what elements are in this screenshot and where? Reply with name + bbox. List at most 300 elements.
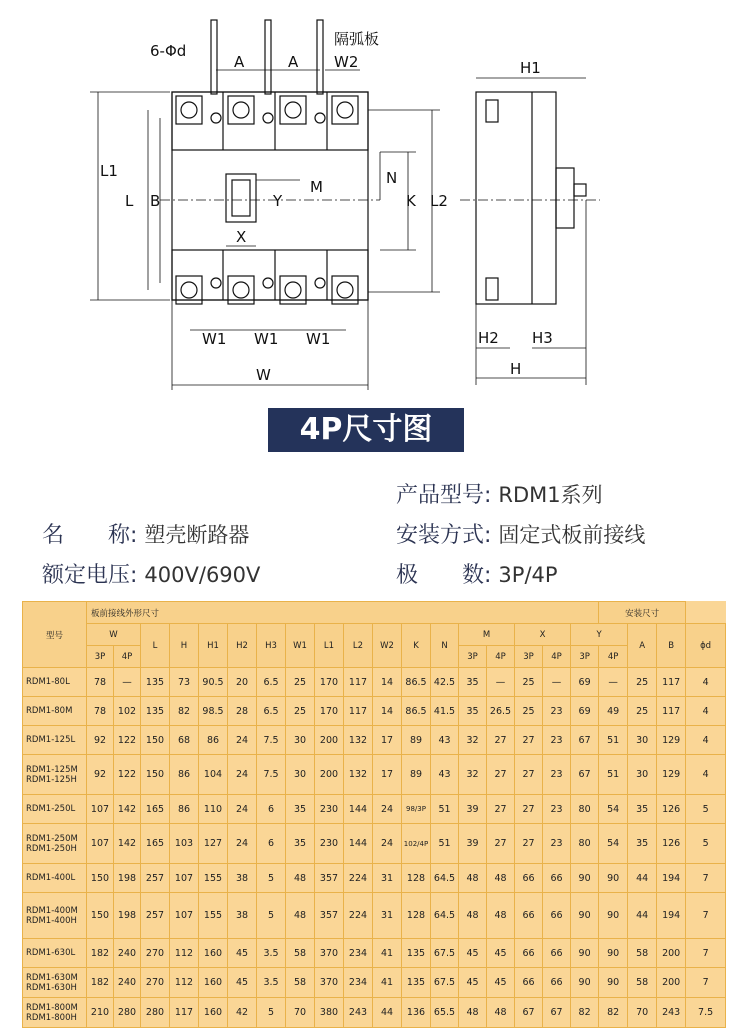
value-cell: — <box>599 668 628 697</box>
value-cell: 280 <box>141 998 170 1028</box>
value-cell: 39 <box>459 824 487 864</box>
value-cell: 117 <box>657 697 686 726</box>
table-row <box>23 968 726 998</box>
value-cell: 102/4P <box>402 824 431 864</box>
label-arc-plate: 隔弧板 <box>334 30 380 48</box>
value-cell: 27 <box>487 824 515 864</box>
value-cell: 27 <box>487 755 515 795</box>
value-cell: 102 <box>114 697 141 726</box>
value-cell: 150 <box>87 864 114 893</box>
value-cell: 142 <box>114 824 141 864</box>
value-cell: 27 <box>515 726 543 755</box>
value-cell: 78 <box>87 668 114 697</box>
value-cell: 129 <box>657 755 686 795</box>
value-cell: 5 <box>257 893 286 939</box>
value-cell: 160 <box>199 968 228 998</box>
value-cell: 5 <box>686 795 726 824</box>
value-cell: 86 <box>199 726 228 755</box>
value-cell: 112 <box>170 968 199 998</box>
value-cell: 38 <box>228 893 257 939</box>
value-cell: 89 <box>402 726 431 755</box>
value-cell: 49 <box>599 697 628 726</box>
value-cell: 89 <box>402 755 431 795</box>
value-cell: 107 <box>87 795 114 824</box>
value-cell: 200 <box>657 939 686 968</box>
value-cell: 58 <box>628 968 657 998</box>
value-cell: 67 <box>571 755 599 795</box>
value-cell: 7 <box>686 968 726 998</box>
value-cell: 170 <box>315 697 344 726</box>
value-cell: 43 <box>431 726 459 755</box>
value-cell: 67 <box>543 998 571 1028</box>
value-cell: 280 <box>114 998 141 1028</box>
value-cell: 48 <box>459 998 487 1028</box>
value-cell: 92 <box>87 726 114 755</box>
value-cell: 58 <box>628 939 657 968</box>
model-name: RDM1-250L <box>26 804 76 814</box>
value-cell: 35 <box>459 697 487 726</box>
value-cell: 90 <box>599 968 628 998</box>
value-cell: 24 <box>228 824 257 864</box>
value-cell: 27 <box>487 726 515 755</box>
value-cell: 35 <box>628 795 657 824</box>
model-name: RDM1-800M <box>26 1002 78 1013</box>
value-cell: 198 <box>114 864 141 893</box>
value-cell: 117 <box>657 668 686 697</box>
value-cell: 7 <box>686 939 726 968</box>
value-cell: 257 <box>141 893 170 939</box>
value-cell: 5 <box>686 824 726 864</box>
value-cell: 42 <box>228 998 257 1028</box>
label-A-2: A <box>288 53 299 71</box>
value-cell: 24 <box>228 755 257 795</box>
value-cell: 135 <box>141 697 170 726</box>
model-name: RDM1-400M <box>26 905 78 916</box>
model-name: RDM1-630H <box>26 982 77 993</box>
value-cell: 357 <box>315 864 344 893</box>
label-H2: H2 <box>478 329 499 347</box>
header-K: K <box>402 624 431 668</box>
value-cell: 170 <box>315 668 344 697</box>
value-cell: 30 <box>628 755 657 795</box>
model-name: RDM1-80M <box>26 706 73 716</box>
value-cell: 132 <box>344 726 373 755</box>
value-cell: 5 <box>257 864 286 893</box>
table-row <box>23 795 726 824</box>
value-cell: 127 <box>199 824 228 864</box>
value-cell: 27 <box>487 795 515 824</box>
value-cell: 82 <box>599 998 628 1028</box>
value-cell: 25 <box>286 668 315 697</box>
header-X: X <box>515 624 571 646</box>
value-cell: 27 <box>515 824 543 864</box>
value-cell: 7 <box>686 864 726 893</box>
value-cell: 69 <box>571 668 599 697</box>
value-cell: 86.5 <box>402 668 431 697</box>
table-row <box>23 824 726 864</box>
model-cell <box>23 697 87 726</box>
value-cell: 194 <box>657 864 686 893</box>
label-W2: W2 <box>334 53 359 71</box>
value-cell: 90 <box>571 864 599 893</box>
label-H1: H1 <box>520 59 541 77</box>
value-cell: 150 <box>141 755 170 795</box>
table-row <box>23 893 726 939</box>
value-cell: 92 <box>87 755 114 795</box>
value-cell: 117 <box>170 998 199 1028</box>
value-cell: 6.5 <box>257 697 286 726</box>
value-cell: 48 <box>487 998 515 1028</box>
dimension-table <box>22 601 726 1028</box>
value-cell: 20 <box>228 668 257 697</box>
value-cell: 44 <box>373 998 402 1028</box>
value-cell: 70 <box>628 998 657 1028</box>
value-cell: 30 <box>286 726 315 755</box>
value-cell: 165 <box>141 824 170 864</box>
value-cell: 51 <box>599 726 628 755</box>
model-name: RDM1-800H <box>26 1012 77 1023</box>
value-cell: 48 <box>459 893 487 939</box>
header-X-4P: 4P <box>543 646 571 668</box>
value-cell: 243 <box>344 998 373 1028</box>
value-cell: 25 <box>628 697 657 726</box>
value-cell: 7.5 <box>257 755 286 795</box>
value-cell: 4 <box>686 755 726 795</box>
value-cell: 122 <box>114 726 141 755</box>
value-cell: 135 <box>402 939 431 968</box>
value-cell: 51 <box>431 795 459 824</box>
value-cell: 23 <box>543 755 571 795</box>
value-cell: 90 <box>571 968 599 998</box>
table-row <box>23 697 726 726</box>
spec-name-value: 塑壳断路器 <box>144 523 250 547</box>
value-cell: 82 <box>571 998 599 1028</box>
label-L1: L1 <box>100 162 118 180</box>
value-cell: 41 <box>373 939 402 968</box>
value-cell: 136 <box>402 998 431 1028</box>
header-phid: ϕd <box>686 624 726 668</box>
value-cell: 66 <box>543 968 571 998</box>
value-cell: 23 <box>543 697 571 726</box>
model-cell <box>23 668 87 697</box>
value-cell: 243 <box>657 998 686 1028</box>
spec-poles-value: 3P/4P <box>498 563 558 587</box>
value-cell: 14 <box>373 668 402 697</box>
value-cell: 32 <box>459 726 487 755</box>
value-cell: 90 <box>599 893 628 939</box>
value-cell: — <box>543 668 571 697</box>
value-cell: 23 <box>543 726 571 755</box>
value-cell: 24 <box>373 824 402 864</box>
value-cell: 129 <box>657 726 686 755</box>
breaker-body-side <box>476 92 556 304</box>
value-cell: 43 <box>431 755 459 795</box>
value-cell: 48 <box>487 893 515 939</box>
value-cell: 107 <box>87 824 114 864</box>
model-cell <box>23 755 87 795</box>
value-cell: 67 <box>571 726 599 755</box>
header-W-4P: 4P <box>114 646 141 668</box>
header-W1: W1 <box>286 624 315 668</box>
value-cell: 165 <box>141 795 170 824</box>
model-name: RDM1-125M <box>26 764 78 775</box>
value-cell: 7 <box>686 893 726 939</box>
spec-poles-label: 极 数: <box>396 563 492 588</box>
spec-poles <box>396 558 558 589</box>
value-cell: 142 <box>114 795 141 824</box>
value-cell: 103 <box>170 824 199 864</box>
value-cell: 86.5 <box>402 697 431 726</box>
table-body <box>23 668 726 1028</box>
value-cell: 45 <box>459 968 487 998</box>
value-cell: 44 <box>628 864 657 893</box>
header-Y: Y <box>571 624 628 646</box>
value-cell: 45 <box>487 968 515 998</box>
spec-voltage <box>42 558 260 589</box>
value-cell: 73 <box>170 668 199 697</box>
value-cell: 200 <box>315 755 344 795</box>
value-cell: 25 <box>515 697 543 726</box>
value-cell: 48 <box>459 864 487 893</box>
value-cell: 54 <box>599 824 628 864</box>
header-M: M <box>459 624 515 646</box>
header-L2: L2 <box>344 624 373 668</box>
table-row <box>23 864 726 893</box>
value-cell: 64.5 <box>431 893 459 939</box>
value-cell: 126 <box>657 824 686 864</box>
value-cell: 38 <box>228 864 257 893</box>
header-Y-3P: 3P <box>571 646 599 668</box>
value-cell: 24 <box>228 726 257 755</box>
value-cell: 27 <box>515 795 543 824</box>
value-cell: 210 <box>87 998 114 1028</box>
model-name: RDM1-630M <box>26 972 78 983</box>
model-cell <box>23 939 87 968</box>
value-cell: 69 <box>571 697 599 726</box>
value-cell: 51 <box>431 824 459 864</box>
model-cell <box>23 824 87 864</box>
value-cell: 117 <box>344 668 373 697</box>
value-cell: 98/3P <box>402 795 431 824</box>
value-cell: 160 <box>199 998 228 1028</box>
value-cell: 41 <box>373 968 402 998</box>
header-outline: 板前接线外形尺寸 <box>87 602 599 624</box>
label-Y: Y <box>273 192 283 210</box>
value-cell: 14 <box>373 697 402 726</box>
page-title: 4P尺寸图 <box>268 408 464 452</box>
value-cell: 23 <box>543 824 571 864</box>
value-cell: 90 <box>571 893 599 939</box>
value-cell: 17 <box>373 726 402 755</box>
header-H3: H3 <box>257 624 286 668</box>
label-L: L <box>125 192 134 210</box>
label-H: H <box>510 360 522 378</box>
value-cell: 107 <box>170 864 199 893</box>
header-install: 安装尺寸 <box>599 602 686 624</box>
value-cell: 224 <box>344 864 373 893</box>
spec-voltage-value: 400V/690V <box>144 563 261 587</box>
value-cell: 30 <box>628 726 657 755</box>
value-cell: 128 <box>402 893 431 939</box>
value-cell: 357 <box>315 893 344 939</box>
table-row <box>23 755 726 795</box>
value-cell: 25 <box>286 697 315 726</box>
model-name: RDM1-250H <box>26 843 77 854</box>
model-name: RDM1-125L <box>26 735 76 745</box>
value-cell: 58 <box>286 968 315 998</box>
value-cell: 68 <box>170 726 199 755</box>
table-row <box>23 668 726 697</box>
value-cell: 42.5 <box>431 668 459 697</box>
value-cell: 90 <box>571 939 599 968</box>
value-cell: 122 <box>114 755 141 795</box>
value-cell: 224 <box>344 893 373 939</box>
value-cell: 4 <box>686 726 726 755</box>
value-cell: 80 <box>571 795 599 824</box>
value-cell: 48 <box>286 893 315 939</box>
value-cell: 66 <box>543 864 571 893</box>
value-cell: 200 <box>657 968 686 998</box>
dimension-drawing <box>0 0 750 400</box>
value-cell: 66 <box>515 864 543 893</box>
value-cell: 230 <box>315 824 344 864</box>
value-cell: 64.5 <box>431 864 459 893</box>
header-L: L <box>141 624 170 668</box>
header-W2: W2 <box>373 624 402 668</box>
value-cell: 90 <box>599 864 628 893</box>
value-cell: 45 <box>487 939 515 968</box>
label-X: X <box>236 228 247 246</box>
model-cell <box>23 795 87 824</box>
value-cell: 240 <box>114 968 141 998</box>
model-name: RDM1-80L <box>26 677 70 687</box>
value-cell: 6 <box>257 824 286 864</box>
value-cell: 182 <box>87 968 114 998</box>
breaker-handle <box>226 174 256 222</box>
spec-model-label: 产品型号: <box>396 483 492 508</box>
value-cell: 70 <box>286 998 315 1028</box>
value-cell: 45 <box>228 968 257 998</box>
header-W: W <box>87 624 141 646</box>
value-cell: 198 <box>114 893 141 939</box>
value-cell: 380 <box>315 998 344 1028</box>
value-cell: 135 <box>141 668 170 697</box>
header-H: H <box>170 624 199 668</box>
spec-model-value: RDM1系列 <box>498 483 603 507</box>
value-cell: 17 <box>373 755 402 795</box>
value-cell: 35 <box>286 824 315 864</box>
value-cell: 24 <box>228 795 257 824</box>
value-cell: 66 <box>543 893 571 939</box>
header-X-3P: 3P <box>515 646 543 668</box>
spec-model <box>396 478 603 509</box>
value-cell: 32 <box>459 755 487 795</box>
value-cell: 66 <box>515 968 543 998</box>
value-cell: 80 <box>571 824 599 864</box>
value-cell: 44 <box>628 893 657 939</box>
value-cell: 230 <box>315 795 344 824</box>
spec-name <box>42 518 249 549</box>
label-M: M <box>310 178 323 196</box>
value-cell: 155 <box>199 864 228 893</box>
value-cell: 25 <box>628 668 657 697</box>
label-B: B <box>150 192 161 210</box>
value-cell: 270 <box>141 968 170 998</box>
model-name: RDM1-400H <box>26 915 77 926</box>
spec-install-value: 固定式板前接线 <box>498 523 646 547</box>
value-cell: 110 <box>199 795 228 824</box>
table-row <box>23 939 726 968</box>
value-cell: — <box>487 668 515 697</box>
value-cell: 155 <box>199 893 228 939</box>
label-H3: H3 <box>532 329 553 347</box>
value-cell: 370 <box>315 968 344 998</box>
value-cell: 194 <box>657 893 686 939</box>
header-L1: L1 <box>315 624 344 668</box>
value-cell: 4 <box>686 697 726 726</box>
value-cell: 45 <box>459 939 487 968</box>
value-cell: 234 <box>344 968 373 998</box>
value-cell: 150 <box>87 893 114 939</box>
value-cell: 48 <box>286 864 315 893</box>
value-cell: 3.5 <box>257 939 286 968</box>
value-cell: 30 <box>286 755 315 795</box>
value-cell: 67.5 <box>431 968 459 998</box>
value-cell: 35 <box>628 824 657 864</box>
label-phi-d: 6-Φd <box>150 42 187 60</box>
value-cell: 66 <box>515 939 543 968</box>
header-H1: H1 <box>199 624 228 668</box>
header-N: N <box>431 624 459 668</box>
value-cell: 67.5 <box>431 939 459 968</box>
value-cell: 370 <box>315 939 344 968</box>
value-cell: 3.5 <box>257 968 286 998</box>
value-cell: 240 <box>114 939 141 968</box>
value-cell: 51 <box>599 755 628 795</box>
value-cell: 117 <box>344 697 373 726</box>
value-cell: 98.5 <box>199 697 228 726</box>
value-cell: 27 <box>515 755 543 795</box>
table-row <box>23 726 726 755</box>
model-cell <box>23 893 87 939</box>
value-cell: 112 <box>170 939 199 968</box>
header-H2: H2 <box>228 624 257 668</box>
value-cell: 35 <box>286 795 315 824</box>
value-cell: 31 <box>373 893 402 939</box>
spec-name-label: 名 称: <box>42 523 138 548</box>
model-cell <box>23 968 87 998</box>
value-cell: — <box>114 668 141 697</box>
value-cell: 45 <box>228 939 257 968</box>
model-cell <box>23 864 87 893</box>
label-W: W <box>256 366 271 384</box>
value-cell: 90.5 <box>199 668 228 697</box>
value-cell: 126 <box>657 795 686 824</box>
label-L2: L2 <box>430 192 448 210</box>
value-cell: 7.5 <box>257 726 286 755</box>
value-cell: 65.5 <box>431 998 459 1028</box>
value-cell: 23 <box>543 795 571 824</box>
value-cell: 107 <box>170 893 199 939</box>
value-cell: 7.5 <box>686 998 726 1028</box>
spec-install-label: 安装方式: <box>396 523 492 548</box>
label-K: K <box>406 192 416 210</box>
value-cell: 90 <box>599 939 628 968</box>
model-cell <box>23 998 87 1028</box>
label-W1-2: W1 <box>254 330 279 348</box>
value-cell: 132 <box>344 755 373 795</box>
label-N: N <box>386 169 398 187</box>
